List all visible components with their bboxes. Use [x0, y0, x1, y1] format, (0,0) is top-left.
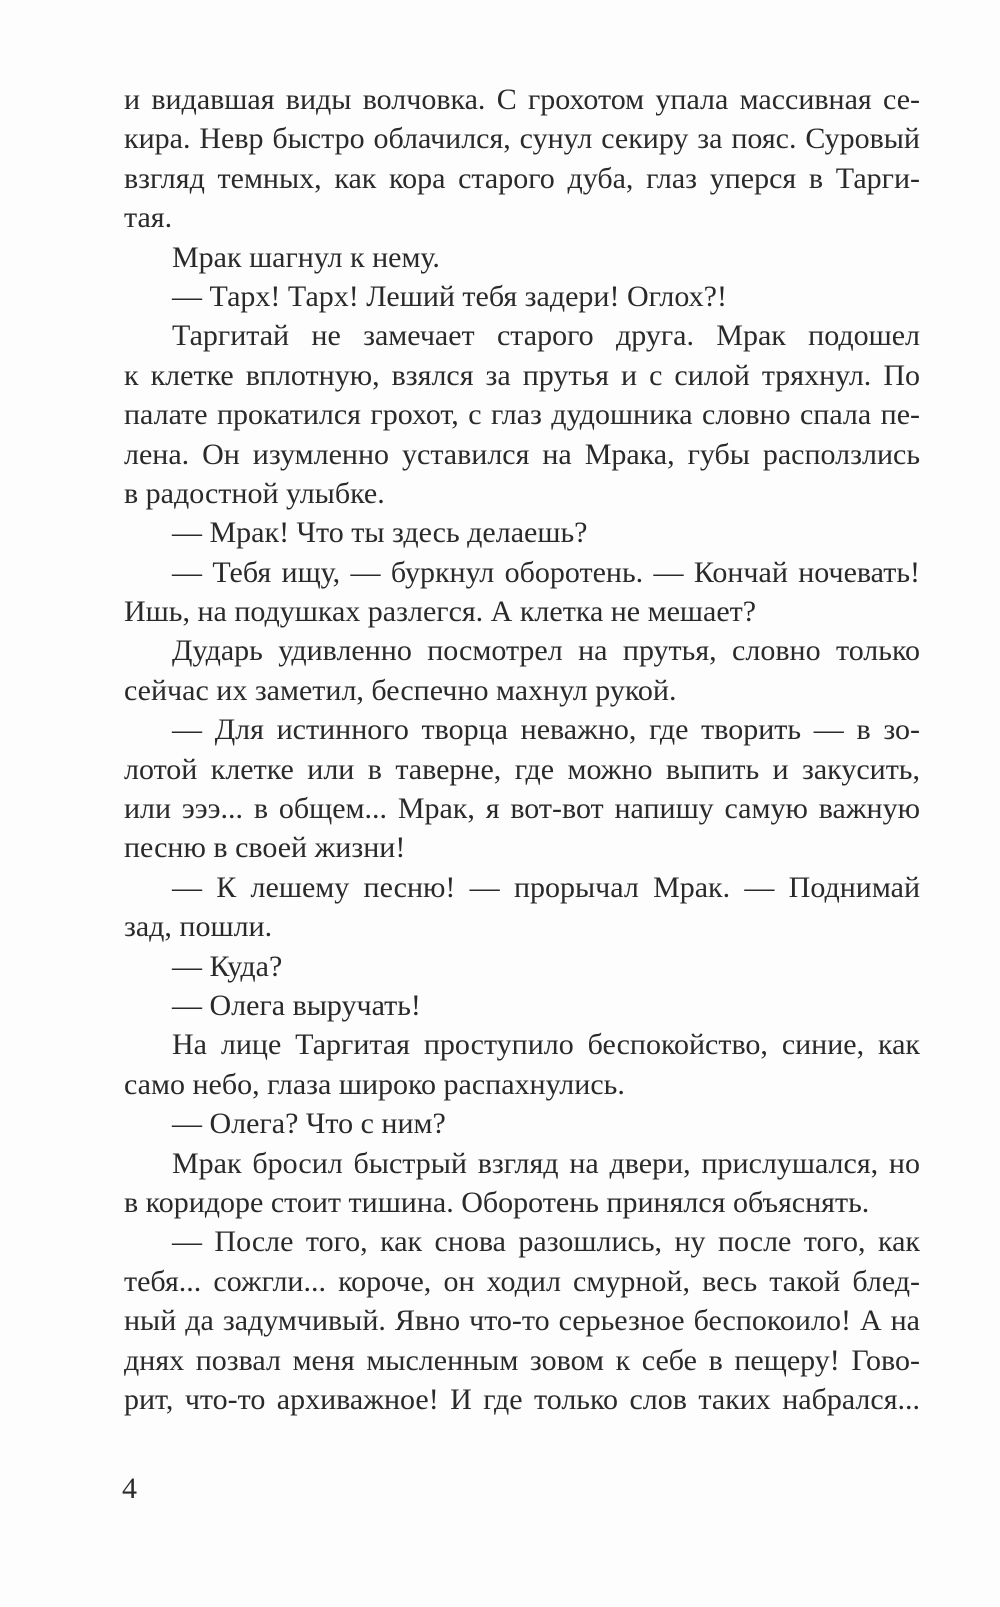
text-line: кира. Невр быстро облачился, сунул секиру за пояс. Суровый — [124, 122, 920, 156]
page-number: 4 — [122, 1472, 137, 1505]
text-line: — После того, как снова разошлись, ну после того, как — [172, 1225, 920, 1259]
page-text — [124, 80, 920, 1419]
text-line: палате прокатился грохот, с глаз дудошника словно спала пе- — [124, 398, 920, 432]
text-line: само небо, глаза широко распахнулись. — [124, 1067, 625, 1101]
text-line: ный да задумчивый. Явно что-то серьезное беспокоило! А на — [124, 1304, 920, 1338]
text-line: лена. Он изумленно уставился на Мрака, губы расползлись — [124, 437, 920, 471]
text-line: — Тебя ищу, — буркнул оборотень. — Кончай ночевать! — [172, 555, 920, 589]
text-line: На лице Таргитая проступило беспокойство, синие, как — [172, 1028, 920, 1062]
text-line: и видавшая виды волчовка. С грохотом упала массивная се- — [124, 83, 920, 116]
text-line: в радостной улыбке. — [124, 476, 385, 510]
text-line: в коридоре стоит тишина. Оборотень принялся объяснять. — [124, 1185, 870, 1219]
text-line: днях позвал меня мысленным зовом к себе в пещеру! Гово- — [124, 1343, 920, 1377]
text-line: тая. — [124, 201, 173, 235]
text-line: тебя... сожгли... короче, он ходил смурной, весь такой блед- — [124, 1264, 920, 1298]
text-line: — Тарх! Тарх! Леший тебя задери! Оглох?! — [172, 279, 727, 313]
text-line: — К лешему песню! — прорычал Мрак. — Поднимай — [172, 870, 920, 904]
text-line: песню в своей жизни! — [124, 831, 406, 865]
text-line: лотой клетке или в таверне, где можно выпить и закусить, — [124, 752, 920, 786]
text-line: Мрак бросил быстрый взгляд на двери, прислушался, но — [172, 1146, 920, 1180]
text-line: сейчас их заметил, беспечно махнул рукой. — [124, 673, 677, 707]
text-line: — Олега? Что с ним? — [172, 1107, 446, 1141]
text-line: взгляд темных, как кора старого дуба, глаз уперся в Тарги- — [124, 161, 920, 195]
text-line: Дударь удивленно посмотрел на прутья, словно только — [172, 634, 920, 668]
text-line: к клетке вплотную, взялся за прутья и с силой тряхнул. По — [124, 358, 920, 392]
text-line: — Олега выручать! — [172, 988, 421, 1022]
text-line: — Куда? — [172, 949, 283, 983]
text-line: — Для истинного творца неважно, где творить — в зо- — [172, 713, 920, 747]
text-line: Таргитай не замечает старого друга. Мрак подошел — [172, 319, 920, 353]
text-line: рит, что-то архиважное! И где только слов таких набрался... — [124, 1382, 920, 1416]
text-line: или эээ... в общем... Мрак, я вот-вот напишу самую важную — [124, 792, 920, 826]
text-line: Ишь, на подушках разлегся. А клетка не мешает? — [124, 595, 757, 629]
text-line: зад, пошли. — [124, 910, 273, 944]
text-line: — Мрак! Что ты здесь делаешь? — [172, 516, 588, 550]
text-line: Мрак шагнул к нему. — [172, 240, 440, 274]
